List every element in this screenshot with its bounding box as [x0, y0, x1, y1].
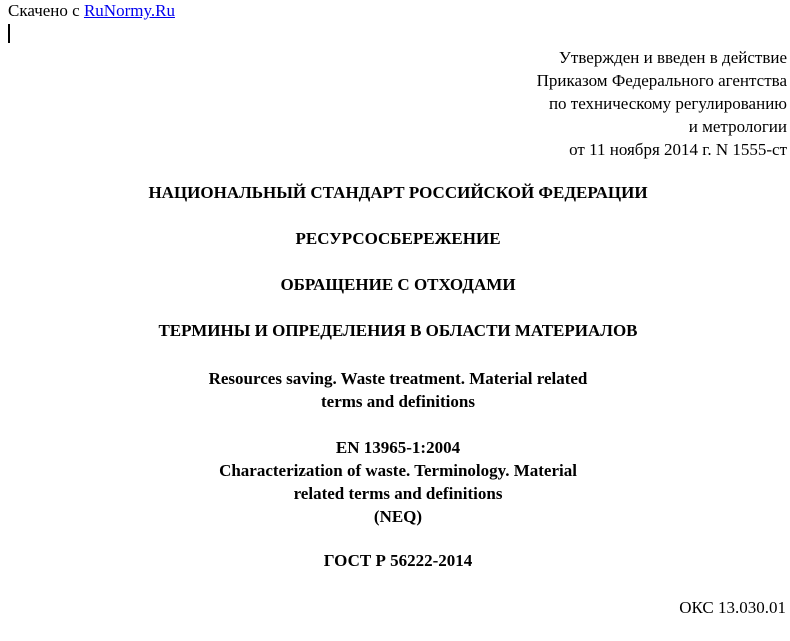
approval-line: по техническому регулированию — [548, 94, 787, 113]
title-line-3: ТЕРМИНЫ И ОПРЕДЕЛЕНИЯ В ОБЛАСТИ МАТЕРИАЛОВ — [158, 321, 638, 340]
approval-block — [537, 46, 787, 161]
source-prefix: Скачено с — [8, 1, 80, 20]
source-link[interactable]: RuNormy.Ru — [83, 1, 175, 20]
english-title-line: terms and definitions — [321, 392, 475, 411]
approval-line: Приказом Федерального агентства — [536, 71, 787, 90]
en-title-line: related terms and definitions — [293, 484, 503, 503]
english-title-line: Resources saving. Waste treatment. Material related — [208, 369, 588, 388]
approval-line: и метрологии — [688, 117, 787, 136]
title-line-1: РЕСУРСОСБЕРЕЖЕНИЕ — [295, 229, 501, 248]
en-code: EN 13965-1:2004 — [335, 438, 461, 457]
approval-line: Утвержден и введен в действие — [558, 48, 787, 67]
text-cursor — [8, 24, 10, 43]
en-equivalence: (NEQ) — [373, 507, 423, 526]
gost-number: ГОСТ Р 56222-2014 — [323, 551, 473, 570]
title-line-2: ОБРАЩЕНИЕ С ОТХОДАМИ — [280, 275, 516, 294]
en-reference — [0, 436, 790, 528]
english-title — [0, 367, 790, 413]
national-standard-heading: НАЦИОНАЛЬНЫЙ СТАНДАРТ РОССИЙСКОЙ ФЕДЕРАЦИИ — [148, 183, 648, 202]
en-title-line: Characterization of waste. Terminology. Material — [219, 461, 577, 480]
approval-line: от 11 ноября 2014 г. N 1555-ст — [569, 140, 787, 159]
oks-code: ОКС 13.030.01 — [679, 598, 786, 617]
source-line — [8, 1, 175, 21]
